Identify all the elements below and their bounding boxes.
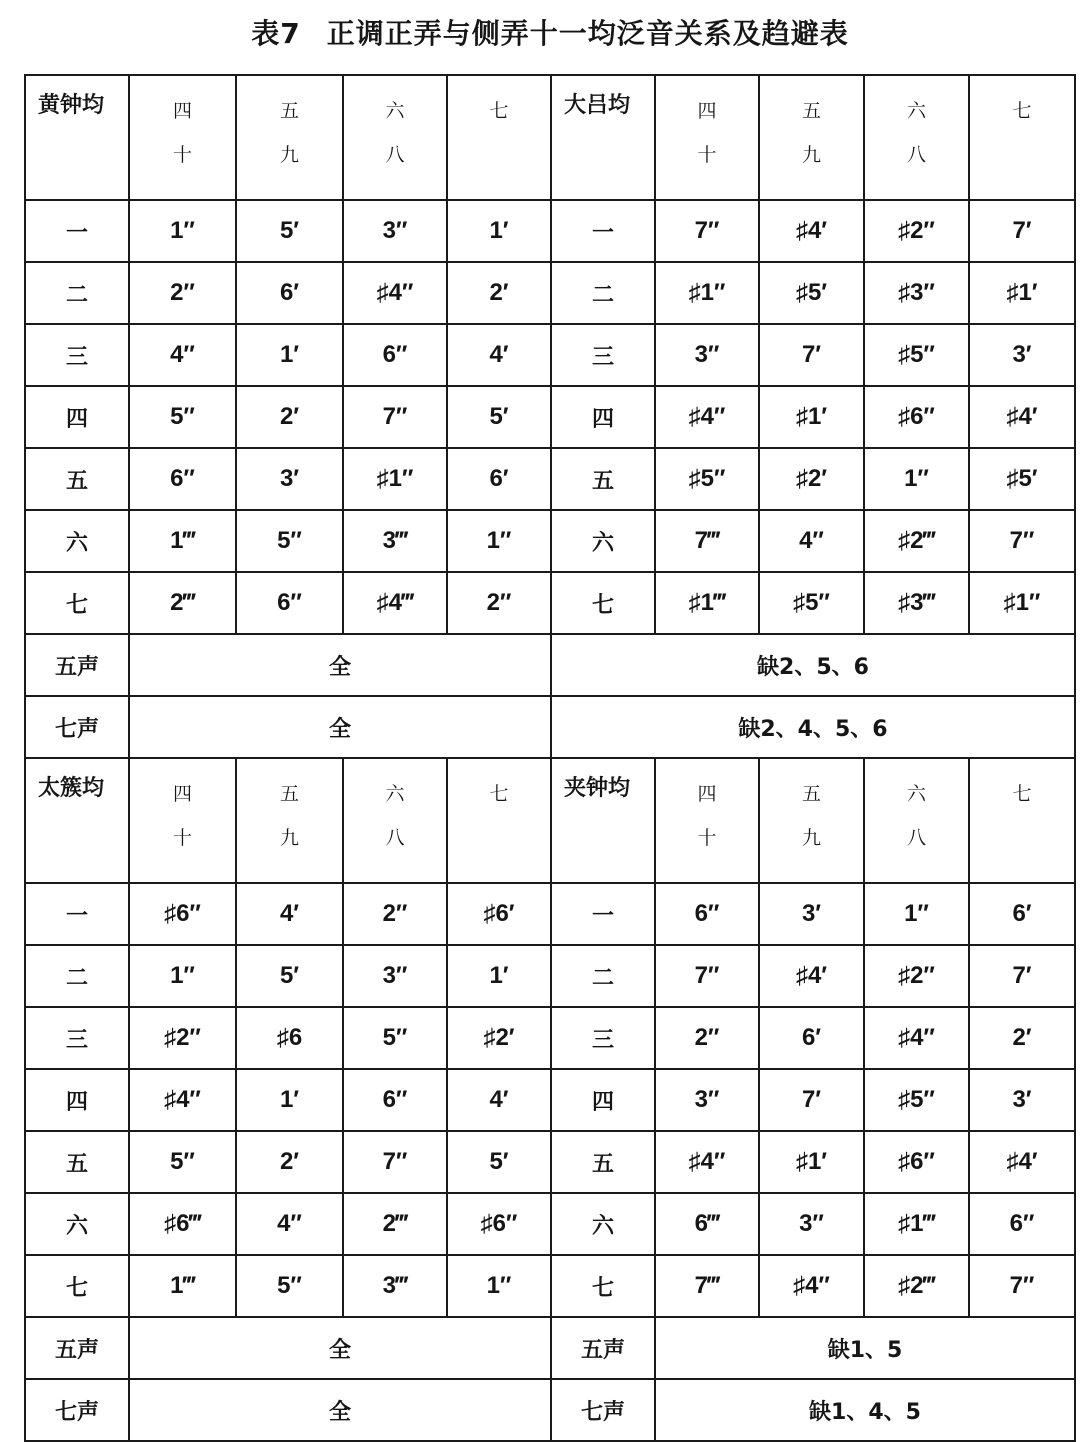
string-label: 四 — [551, 386, 655, 448]
overtone-cell: ♯4″ — [343, 262, 447, 324]
hui-position-upper: 四 — [697, 100, 717, 122]
summary-value: 缺2、4、5、6 — [551, 696, 1075, 758]
overtone-cell: 1″ — [129, 200, 236, 262]
overtone-cell: ♯4″ — [655, 1131, 759, 1193]
string-label: 七 — [25, 572, 129, 634]
overtone-cell: ♯5″ — [759, 572, 864, 634]
overtone-cell: ♯5′ — [969, 448, 1075, 510]
overtone-cell: ♯4′ — [759, 945, 864, 1007]
overtone-cell: ♯5′ — [759, 262, 864, 324]
hui-position-upper: 七 — [1012, 100, 1032, 122]
overtone-cell: 6′ — [759, 1007, 864, 1069]
summary-label: 七声 — [25, 1379, 129, 1441]
table-row — [25, 1069, 1075, 1131]
overtone-cell: 2″ — [129, 262, 236, 324]
overtone-cell: 7″ — [969, 510, 1075, 572]
overtone-cell: 6″ — [969, 1193, 1075, 1255]
overtone-cell: 1′ — [236, 324, 343, 386]
overtone-cell: 3″ — [655, 1069, 759, 1131]
overtone-cell: 3‴ — [343, 1255, 447, 1317]
overtone-cell: ♯1′ — [969, 262, 1075, 324]
overtone-cell: 7″ — [969, 1255, 1075, 1317]
string-label: 三 — [551, 1007, 655, 1069]
overtone-cell: 4″ — [236, 1193, 343, 1255]
overtone-cell: ♯6″ — [447, 1193, 551, 1255]
overtone-cell: 5′ — [447, 386, 551, 448]
hui-position-lower: 十 — [172, 827, 192, 849]
overtone-cell: ♯1′ — [759, 386, 864, 448]
column-header — [864, 75, 969, 200]
table-row — [25, 883, 1075, 945]
overtone-cell: 6″ — [236, 572, 343, 634]
column-header — [236, 75, 343, 200]
overtone-cell: ♯5″ — [864, 324, 969, 386]
overtone-cell: 7′ — [969, 945, 1075, 1007]
summary-row — [25, 1379, 1075, 1441]
overtone-cell: ♯2‴ — [864, 1255, 969, 1317]
overtone-cell: 7′ — [759, 1069, 864, 1131]
hui-position-lower: 十 — [172, 144, 192, 166]
overtone-cell: 2′ — [236, 386, 343, 448]
overtone-cell: 5″ — [343, 1007, 447, 1069]
summary-value: 缺2、5、6 — [551, 634, 1075, 696]
hui-position-upper: 七 — [1012, 783, 1032, 805]
string-label: 三 — [25, 1007, 129, 1069]
overtone-cell: 2′ — [969, 1007, 1075, 1069]
hui-position-lower: 九 — [801, 827, 821, 849]
overtone-cell: ♯4″ — [759, 1255, 864, 1317]
column-header — [236, 758, 343, 883]
table-row — [25, 324, 1075, 386]
overtone-cell: ♯2″ — [864, 200, 969, 262]
summary-value: 缺1、4、5 — [655, 1379, 1075, 1441]
column-header — [864, 758, 969, 883]
column-header — [655, 75, 759, 200]
overtone-cell: ♯4′ — [969, 1131, 1075, 1193]
overtone-cell: 3″ — [343, 200, 447, 262]
hui-position-upper: 五 — [801, 100, 821, 122]
overtone-cell: ♯6′ — [447, 883, 551, 945]
overtone-table — [24, 74, 1076, 1442]
overtone-cell: ♯6″ — [864, 386, 969, 448]
overtone-cell: 3′ — [759, 883, 864, 945]
overtone-cell: ♯2′ — [759, 448, 864, 510]
overtone-cell: 7‴ — [655, 510, 759, 572]
overtone-cell: ♯3‴ — [864, 572, 969, 634]
overtone-cell: ♯4″ — [129, 1069, 236, 1131]
string-label: 一 — [551, 883, 655, 945]
string-label: 七 — [551, 572, 655, 634]
overtone-cell: 2″ — [447, 572, 551, 634]
table-title — [0, 12, 1080, 52]
overtone-cell: ♯5″ — [655, 448, 759, 510]
overtone-cell: 5″ — [236, 1255, 343, 1317]
hui-position-lower: 八 — [906, 827, 926, 849]
hui-position-upper: 六 — [385, 100, 405, 122]
overtone-cell: 5″ — [129, 386, 236, 448]
overtone-cell: ♯5″ — [864, 1069, 969, 1131]
string-label: 五 — [551, 448, 655, 510]
overtone-cell: 5″ — [129, 1131, 236, 1193]
hui-position-lower: 九 — [279, 827, 299, 849]
string-label: 二 — [551, 262, 655, 324]
overtone-cell: 1′ — [236, 1069, 343, 1131]
overtone-cell: 5′ — [236, 200, 343, 262]
overtone-cell: 1′ — [447, 945, 551, 1007]
string-label: 二 — [25, 262, 129, 324]
string-label: 三 — [551, 324, 655, 386]
overtone-cell: 7″ — [655, 200, 759, 262]
summary-label: 五声 — [25, 634, 129, 696]
table-row — [25, 1255, 1075, 1317]
table-row — [25, 448, 1075, 510]
overtone-cell: 1‴ — [129, 1255, 236, 1317]
overtone-cell: 3″ — [655, 324, 759, 386]
summary-value: 全 — [129, 696, 551, 758]
overtone-cell: 7′ — [969, 200, 1075, 262]
overtone-cell: 2′ — [447, 262, 551, 324]
overtone-cell: 3‴ — [343, 510, 447, 572]
summary-row — [25, 696, 1075, 758]
column-header — [655, 758, 759, 883]
summary-value: 全 — [129, 1379, 551, 1441]
overtone-cell: 7′ — [759, 324, 864, 386]
summary-label: 七声 — [551, 1379, 655, 1441]
overtone-cell: 1′ — [447, 200, 551, 262]
overtone-cell: ♯6 — [236, 1007, 343, 1069]
overtone-cell: 1″ — [447, 1255, 551, 1317]
summary-row — [25, 634, 1075, 696]
overtone-cell: 6″ — [343, 1069, 447, 1131]
overtone-cell: 5′ — [236, 945, 343, 1007]
overtone-cell: 3″ — [343, 945, 447, 1007]
overtone-cell: 3′ — [969, 324, 1075, 386]
table-row — [25, 510, 1075, 572]
overtone-cell: 1″ — [129, 945, 236, 1007]
overtone-cell: 2‴ — [343, 1193, 447, 1255]
column-header — [447, 75, 551, 200]
overtone-cell: 5″ — [236, 510, 343, 572]
string-label: 四 — [25, 386, 129, 448]
hui-position-upper: 五 — [279, 100, 299, 122]
overtone-cell: 7″ — [343, 386, 447, 448]
overtone-cell: ♯4‴ — [343, 572, 447, 634]
hui-position-upper: 五 — [279, 783, 299, 805]
string-label: 三 — [25, 324, 129, 386]
hui-position-upper: 四 — [172, 783, 192, 805]
string-label: 一 — [25, 883, 129, 945]
string-label: 二 — [551, 945, 655, 1007]
overtone-cell: ♯1″ — [655, 262, 759, 324]
overtone-cell: 3″ — [759, 1193, 864, 1255]
overtone-cell: 1″ — [864, 883, 969, 945]
tuning-name: 大吕均 — [551, 75, 655, 200]
tuning-name: 黄钟均 — [25, 75, 129, 200]
hui-position-lower: 九 — [279, 144, 299, 166]
overtone-cell: 5′ — [447, 1131, 551, 1193]
hui-position-lower: 八 — [906, 144, 926, 166]
overtone-cell: ♯4″ — [864, 1007, 969, 1069]
string-label: 四 — [25, 1069, 129, 1131]
hui-position-upper: 六 — [906, 100, 926, 122]
table-row — [25, 200, 1075, 262]
string-label: 二 — [25, 945, 129, 1007]
column-header — [343, 758, 447, 883]
overtone-cell: 6′ — [236, 262, 343, 324]
overtone-cell: ♯1″ — [969, 572, 1075, 634]
string-label: 一 — [25, 200, 129, 262]
overtone-cell: 6″ — [129, 448, 236, 510]
column-header — [447, 758, 551, 883]
overtone-cell: ♯1′ — [759, 1131, 864, 1193]
table-number: 表7 — [251, 17, 301, 50]
overtone-cell: 2″ — [343, 883, 447, 945]
string-label: 六 — [551, 510, 655, 572]
string-label: 五 — [25, 1131, 129, 1193]
table-row — [25, 386, 1075, 448]
summary-label: 五声 — [551, 1317, 655, 1379]
overtone-cell: ♯1‴ — [655, 572, 759, 634]
string-label: 六 — [25, 510, 129, 572]
hui-position-lower: 八 — [385, 827, 405, 849]
overtone-cell: ♯2‴ — [864, 510, 969, 572]
summary-value: 全 — [129, 1317, 551, 1379]
table-row — [25, 262, 1075, 324]
table-row — [25, 572, 1075, 634]
overtone-cell: 4′ — [447, 1069, 551, 1131]
overtone-cell: ♯6″ — [129, 883, 236, 945]
hui-position-upper: 七 — [489, 783, 509, 805]
overtone-cell: 1‴ — [129, 510, 236, 572]
string-label: 七 — [551, 1255, 655, 1317]
hui-position-lower: 八 — [385, 144, 405, 166]
summary-value: 全 — [129, 634, 551, 696]
hui-position-upper: 七 — [489, 100, 509, 122]
column-header — [129, 75, 236, 200]
hui-position-lower: 九 — [801, 144, 821, 166]
hui-position-upper: 六 — [906, 783, 926, 805]
overtone-cell: 7‴ — [655, 1255, 759, 1317]
overtone-cell: 1″ — [864, 448, 969, 510]
string-label: 六 — [25, 1193, 129, 1255]
tuning-name: 太簇均 — [25, 758, 129, 883]
overtone-cell: ♯6‴ — [129, 1193, 236, 1255]
overtone-cell: ♯4′ — [969, 386, 1075, 448]
overtone-cell: 2‴ — [129, 572, 236, 634]
hui-position-upper: 六 — [385, 783, 405, 805]
summary-value: 缺1、5 — [655, 1317, 1075, 1379]
overtone-cell: 6″ — [655, 883, 759, 945]
overtone-cell: 2′ — [236, 1131, 343, 1193]
hui-position-lower: 十 — [697, 827, 717, 849]
overtone-cell: 6″ — [343, 324, 447, 386]
overtone-cell: 1″ — [447, 510, 551, 572]
header-row — [25, 75, 1075, 200]
overtone-cell: 4″ — [129, 324, 236, 386]
overtone-cell: ♯2″ — [864, 945, 969, 1007]
overtone-cell: 3′ — [969, 1069, 1075, 1131]
overtone-cell: ♯6″ — [864, 1131, 969, 1193]
string-label: 四 — [551, 1069, 655, 1131]
column-header — [759, 75, 864, 200]
string-label: 七 — [25, 1255, 129, 1317]
summary-label: 七声 — [25, 696, 129, 758]
column-header — [969, 758, 1075, 883]
table-row — [25, 1007, 1075, 1069]
overtone-cell: 6‴ — [655, 1193, 759, 1255]
overtone-cell: 3′ — [236, 448, 343, 510]
table-row — [25, 1193, 1075, 1255]
tuning-name: 夹钟均 — [551, 758, 655, 883]
overtone-cell: 7″ — [655, 945, 759, 1007]
overtone-cell: ♯2″ — [129, 1007, 236, 1069]
overtone-cell: 4′ — [447, 324, 551, 386]
column-header — [343, 75, 447, 200]
header-row — [25, 758, 1075, 883]
overtone-cell: ♯3″ — [864, 262, 969, 324]
overtone-cell: 2″ — [655, 1007, 759, 1069]
column-header — [969, 75, 1075, 200]
summary-row — [25, 1317, 1075, 1379]
overtone-cell: 6′ — [447, 448, 551, 510]
overtone-cell: ♯1″ — [343, 448, 447, 510]
hui-position-lower: 十 — [697, 144, 717, 166]
string-label: 六 — [551, 1193, 655, 1255]
overtone-cell: 6′ — [969, 883, 1075, 945]
overtone-cell: ♯4″ — [655, 386, 759, 448]
overtone-cell: ♯4′ — [759, 200, 864, 262]
overtone-cell: 4″ — [759, 510, 864, 572]
hui-position-upper: 五 — [801, 783, 821, 805]
summary-label: 五声 — [25, 1317, 129, 1379]
string-label: 一 — [551, 200, 655, 262]
string-label: 五 — [551, 1131, 655, 1193]
column-header — [759, 758, 864, 883]
table-row — [25, 945, 1075, 1007]
column-header — [129, 758, 236, 883]
hui-position-upper: 四 — [697, 783, 717, 805]
table-caption: 正调正弄与侧弄十一均泛音关系及趋避表 — [326, 17, 849, 50]
overtone-cell: 4′ — [236, 883, 343, 945]
overtone-cell: 7″ — [343, 1131, 447, 1193]
overtone-cell: ♯1‴ — [864, 1193, 969, 1255]
string-label: 五 — [25, 448, 129, 510]
hui-position-upper: 四 — [172, 100, 192, 122]
table-row — [25, 1131, 1075, 1193]
overtone-cell: ♯2′ — [447, 1007, 551, 1069]
